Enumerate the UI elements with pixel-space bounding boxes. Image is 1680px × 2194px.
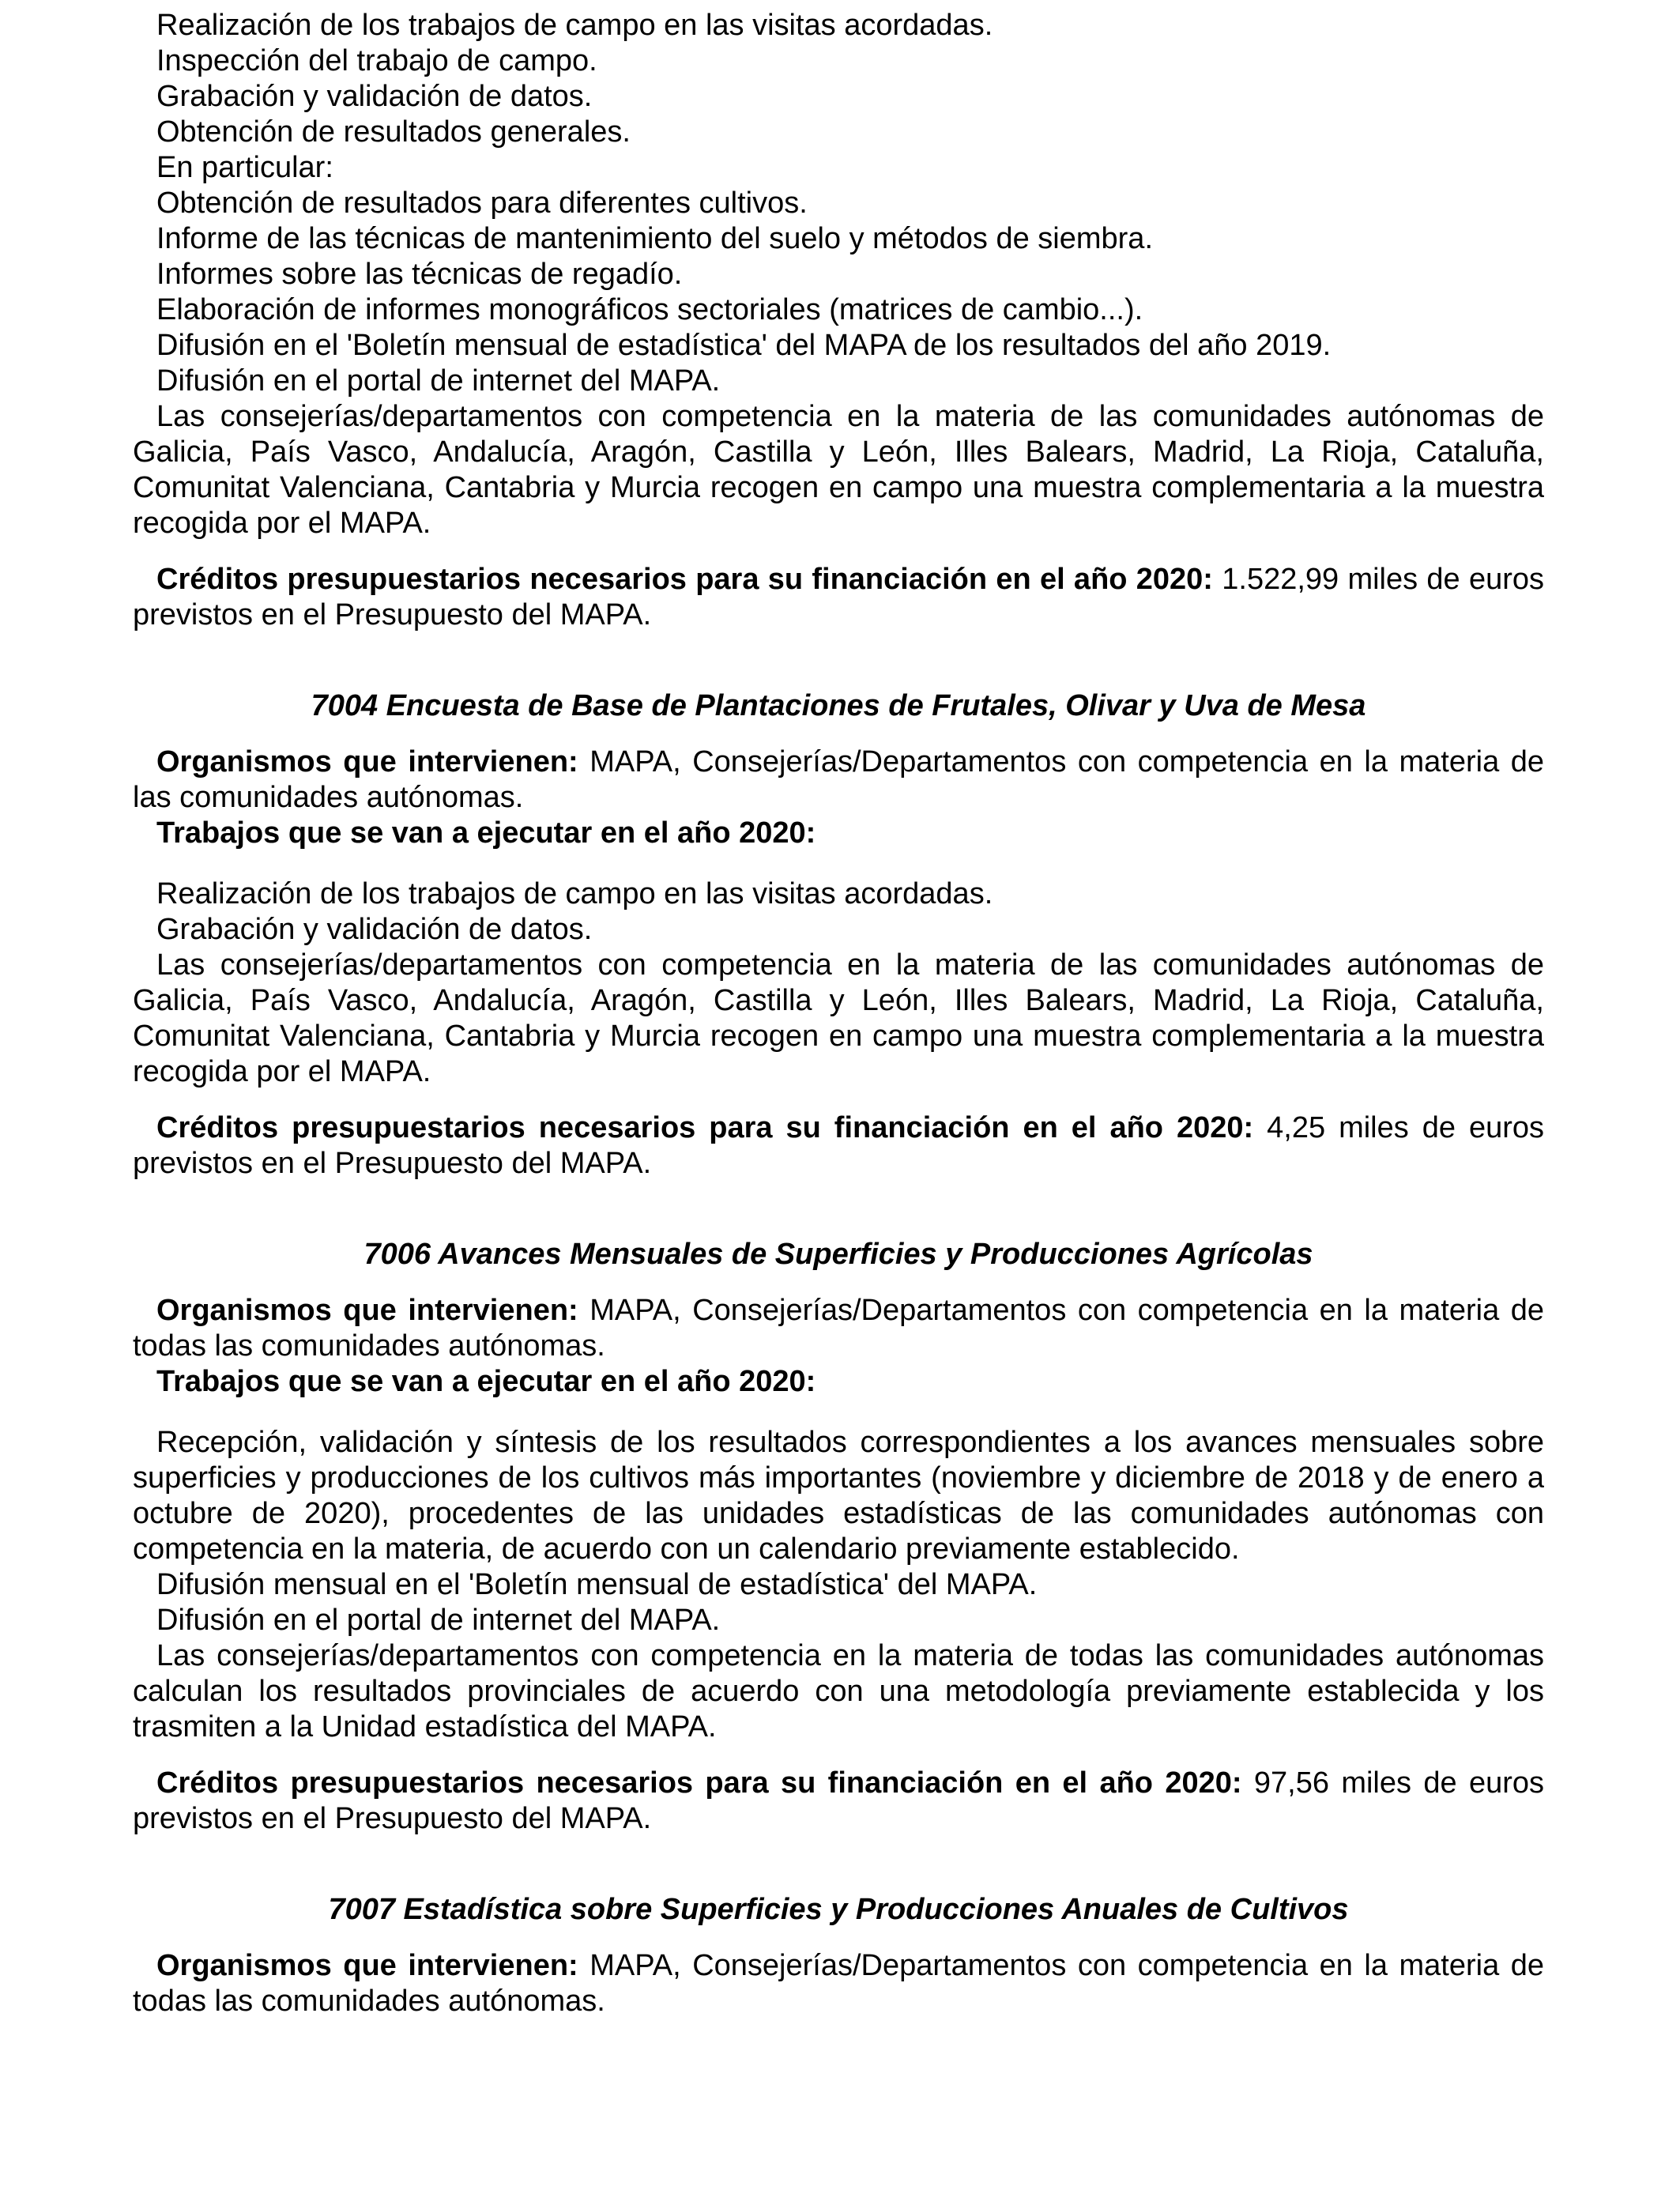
list-item: Difusión en el 'Boletín mensual de estadística' del MAPA de los resultados del año 2019. (156, 329, 1332, 362)
organisms-label: Organismos que intervienen: (156, 1294, 578, 1327)
list-item: Grabación y validación de datos. (156, 913, 593, 946)
list-item: Realización de los trabajos de campo en las visitas acordadas. (156, 9, 993, 42)
list-item: Grabación y validación de datos. (156, 80, 593, 113)
list-item: En particular: (156, 151, 333, 184)
organisms-value: MAPA, Consejerías/Departamentos con competencia en la materia de todas las comunidades autónomas. (133, 1949, 1544, 2018)
list-item: Difusión en el portal de internet del MAPA. (156, 1604, 721, 1637)
document-page (133, 0, 1544, 2019)
credits-label: Créditos presupuestarios necesarios para su financiación en el año 2020: (156, 1111, 1254, 1144)
list-item: Difusión en el portal de internet del MAPA. (156, 364, 721, 398)
work-paragraph: Las consejerías/departamentos con competencia en la materia de todas las comunidades autónomas calculan los resultados provinciales de acuerdo con una metodología previamente establecida y los trasmiten a la Unidad estadística del MAPA. (133, 1639, 1544, 1744)
organisms-paragraph (133, 1293, 1544, 1364)
credits-label: Créditos presupuestarios necesarios para su financiación en el año 2020: (156, 563, 1213, 596)
credits-label: Créditos presupuestarios necesarios para su financiación en el año 2020: (156, 1766, 1242, 1800)
list-item: Difusión mensual en el 'Boletín mensual de estadística' del MAPA. (156, 1568, 1038, 1601)
organisms-value: MAPA, Consejerías/Departamentos con competencia en la materia de todas las comunidades autónomas. (133, 1294, 1544, 1363)
credits-paragraph (133, 1766, 1544, 1837)
work-heading: Trabajos que se van a ejecutar en el año 2020: (156, 1365, 816, 1398)
list-item: Obtención de resultados generales. (156, 115, 631, 149)
credits-value: 97,56 miles de euros previstos en el Presupuesto del MAPA. (133, 1766, 1545, 1835)
organisms-value: MAPA, Consejerías/Departamentos con competencia en la materia de las comunidades autónomas. (133, 745, 1544, 814)
credits-paragraph (133, 1110, 1544, 1182)
credits-value: 1.522,99 miles de euros previstos en el Presupuesto del MAPA. (133, 563, 1544, 631)
section-title-7006: 7006 Avances Mensuales de Superficies y Producciones Agrícolas (363, 1238, 1313, 1271)
section-title-7007: 7007 Estadística sobre Superficies y Producciones Anuales de Cultivos (328, 1893, 1349, 1926)
work-paragraph: Recepción, validación y síntesis de los resultados correspondientes a los avances mensuales sobre superficies y producciones de los cultivos más importantes (noviembre y diciembre de 2018 y de enero a octubre de 2020), procedentes de las unidades estadísticas de las comunidades autónomas con competencia en la materia, de acuerdo con un calendario previamente establecido. (133, 1426, 1544, 1566)
list-item: Obtención de resultados para diferentes cultivos. (156, 187, 808, 220)
intro-list (133, 8, 1544, 399)
section-title-7004: 7004 Encuesta de Base de Plantaciones de Frutales, Olivar y Uva de Mesa (311, 689, 1366, 722)
list-item: Realización de los trabajos de campo en las visitas acordadas. (156, 877, 993, 910)
work-list (133, 1567, 1544, 1638)
credits-value: 4,25 miles de euros previstos en el Presupuesto del MAPA. (133, 1111, 1544, 1180)
work-paragraph: Las consejerías/departamentos con competencia en la materia de las comunidades autónomas de Galicia, País Vasco, Andalucía, Aragón, Castilla y León, Illes Balears, Madrid, La Rioja, Cataluña, Comunitat Valenciana, Cantabria y Murcia recogen en campo una muestra complementaria a la muestra recogida por el MAPA. (133, 948, 1544, 1088)
list-item: Inspección del trabajo de campo. (156, 44, 597, 77)
list-item: Informe de las técnicas de mantenimiento del suelo y métodos de siembra. (156, 222, 1153, 255)
list-item: Informes sobre las técnicas de regadío. (156, 258, 683, 291)
work-heading: Trabajos que se van a ejecutar en el año 2020: (156, 816, 816, 850)
organisms-label: Organismos que intervienen: (156, 745, 578, 778)
intro-paragraph: Las consejerías/departamentos con competencia en la materia de las comunidades autónomas de Galicia, País Vasco, Andalucía, Aragón, Castilla y León, Illes Balears, Madrid, La Rioja, Cataluña, Comunitat Valenciana, Cantabria y Murcia recogen en campo una muestra complementaria a la muestra recogida por el MAPA. (133, 400, 1544, 540)
organisms-paragraph (133, 745, 1544, 816)
list-item: Elaboración de informes monográficos sectoriales (matrices de cambio...). (156, 293, 1143, 326)
intro-credits (133, 562, 1544, 633)
organisms-paragraph (133, 1948, 1544, 2019)
organisms-label: Organismos que intervienen: (156, 1949, 578, 1982)
work-list (133, 876, 1544, 948)
